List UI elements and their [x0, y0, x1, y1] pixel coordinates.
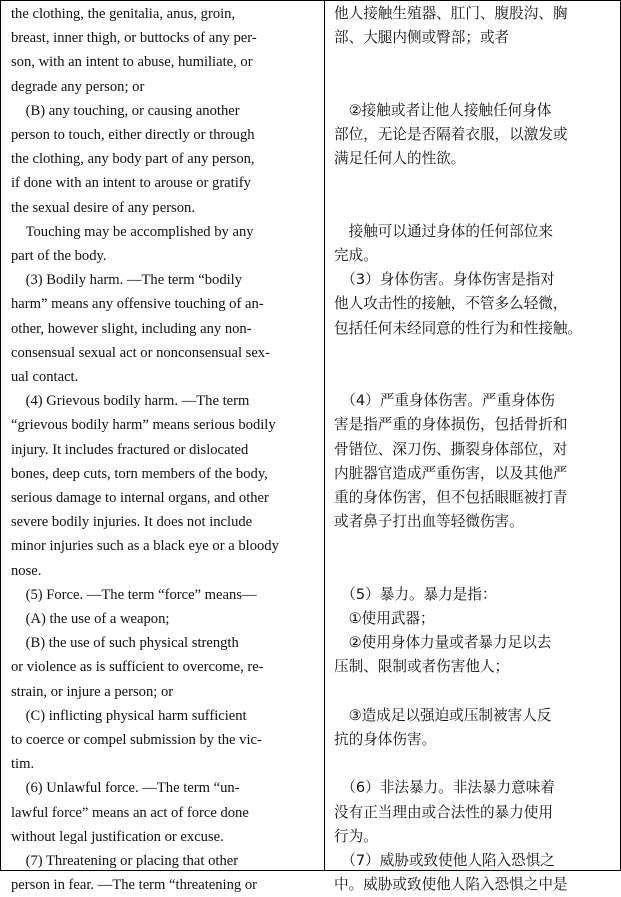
english-paragraph: [11, 2, 313, 99]
english-paragraph: [11, 776, 313, 849]
english-text-line: (C) inflicting physical harm sufficient: [11, 707, 247, 724]
chinese-text-line: （5）暴力。暴力是指：: [334, 585, 497, 603]
chinese-paragraph: [334, 776, 611, 849]
english-text-line: the clothing, the genitalia, anus, groin,: [11, 6, 236, 22]
english-text-line: Touching may be accomplished by any: [11, 223, 254, 240]
chinese-text-line: ②使用身体力量或者暴力足以去: [334, 634, 552, 652]
column-divider: [324, 0, 325, 871]
english-text-line: breast, inner thigh, or buttocks of any per-: [11, 30, 257, 47]
chinese-text-line: ①使用武器；: [334, 609, 435, 627]
english-text-line: strain, or injure a person; or: [11, 683, 174, 700]
english-text-line: (B) the use of such physical strength: [11, 635, 239, 652]
english-text-line: the sexual desire of any person.: [11, 199, 195, 216]
english-text-line: consensual sexual act or nonconsensual sex-: [11, 344, 270, 361]
english-paragraph: [11, 583, 313, 777]
chinese-text-line: 接触可以通过身体的任何部位来: [334, 222, 553, 240]
english-text-line: “grievous bodily harm” means serious bodily: [11, 417, 276, 434]
chinese-paragraph: [334, 220, 611, 268]
chinese-text-line: 行为。: [334, 827, 378, 845]
english-text-line: injury. It includes fractured or dislocated: [11, 441, 249, 458]
english-text-line: degrade any person; or: [11, 78, 145, 95]
chinese-text-line: 压制、限制或者伤害他人；: [334, 658, 510, 676]
chinese-text-line: 重的身体伤害，但不包括眼眶被打青: [334, 488, 568, 506]
english-text-line: to coerce or compel submission by the vic-: [11, 731, 262, 748]
english-text-line: (7) Threatening or placing that other: [11, 853, 239, 869]
english-text-line: (3) Bodily harm. —The term “bodily: [11, 272, 243, 289]
chinese-text-line: 没有正当理由或合法性的暴力使用: [334, 803, 553, 821]
english-text-line: bones, deep cuts, torn members of the body,: [11, 465, 268, 482]
english-paragraph: [11, 99, 313, 220]
english-text-line: (4) Grievous bodily harm. —The term: [11, 393, 250, 410]
english-text-line: person in fear. —The term “threatening or: [11, 877, 257, 894]
english-text-line: if done with an intent to arouse or gratify: [11, 175, 251, 192]
chinese-text-line: 内脏器官造成严重伤害，以及其他严: [334, 464, 568, 482]
english-paragraph: [11, 220, 313, 268]
english-text-line: nose.: [11, 562, 42, 579]
chinese-paragraph: [334, 268, 611, 341]
english-text-line: (6) Unlawful force. —The term “un-: [11, 780, 240, 797]
chinese-text-line: 害是指严重的身体损伤，包括骨折和: [334, 416, 568, 434]
english-paragraph: [11, 268, 313, 389]
chinese-text-line: 中。威胁或致使他人陷入恐惧之中是: [334, 876, 568, 894]
english-paragraph: [11, 849, 313, 897]
english-paragraph: [11, 389, 313, 583]
chinese-text-line: 他人攻击性的接触，不管多么轻微，: [334, 295, 568, 313]
english-text-line: (B) any touching, or causing another: [11, 102, 240, 119]
chinese-text-line: 完成。: [334, 246, 378, 264]
english-text-line: minor injuries such as a black eye or a bloody: [11, 538, 279, 555]
chinese-text-line: 包括任何未经同意的性行为和性接触。: [334, 319, 583, 337]
english-text-line: harm” means any offensive touching of an-: [11, 296, 264, 313]
english-text-line: serious damage to internal organs, and other: [11, 489, 269, 506]
chinese-text-line: （6）非法暴力。非法暴力意味着: [334, 779, 555, 797]
english-text-line: or violence as is sufficient to overcome, re-: [11, 659, 264, 676]
chinese-text-line: （4）严重身体伤害。严重身体伤: [334, 392, 555, 410]
chinese-paragraph: [334, 99, 611, 172]
chinese-text-line: 部、大腿内侧或臀部；或者: [334, 29, 510, 47]
english-text-line: ual contact.: [11, 368, 79, 385]
english-text-line: son, with an intent to abuse, humiliate, or: [11, 54, 253, 71]
english-text-line: without legal justification or excuse.: [11, 828, 224, 845]
chinese-text-line: （3）身体伤害。身体伤害是指对: [334, 271, 555, 289]
chinese-paragraph: [334, 2, 611, 50]
chinese-paragraph: [334, 583, 611, 680]
chinese-text-line: 骨错位、深刀伤、撕裂身体部位，对: [334, 440, 568, 458]
chinese-text-line: 满足任何人的性欲。: [334, 150, 466, 168]
english-text-line: severe bodily injuries. It does not include: [11, 514, 253, 531]
chinese-text-line: 部位，无论是否隔着衣服，以激发或: [334, 125, 568, 143]
chinese-text-line: ②接触或者让他人接触任何身体: [334, 101, 552, 119]
chinese-text-line: 他人接触生殖器、肛门、腹股沟、胸: [334, 5, 568, 22]
english-text-line: lawful force” means an act of force done: [11, 804, 249, 821]
english-text-line: tim.: [11, 756, 35, 773]
chinese-text-line: 抗的身体伤害。: [334, 730, 437, 748]
english-text-line: the clothing, any body part of any person,: [11, 151, 255, 168]
chinese-paragraph: [334, 849, 611, 897]
english-text-line: other, however slight, including any non-: [11, 320, 252, 337]
english-text-line: part of the body.: [11, 247, 107, 264]
chinese-text-line: 或者鼻子打出血等轻微伤害。: [334, 513, 524, 531]
chinese-text-line: （7）威胁或致使他人陷入恐惧之: [334, 852, 555, 869]
english-text-line: (5) Force. —The term “force” means—: [11, 586, 257, 603]
english-text-line: person to touch, either directly or through: [11, 126, 255, 143]
chinese-paragraph: [334, 389, 611, 534]
chinese-paragraph: [334, 704, 611, 752]
chinese-text-line: ③造成足以强迫或压制被害人反: [334, 706, 552, 724]
english-text-line: (A) the use of a weapon;: [11, 610, 170, 627]
